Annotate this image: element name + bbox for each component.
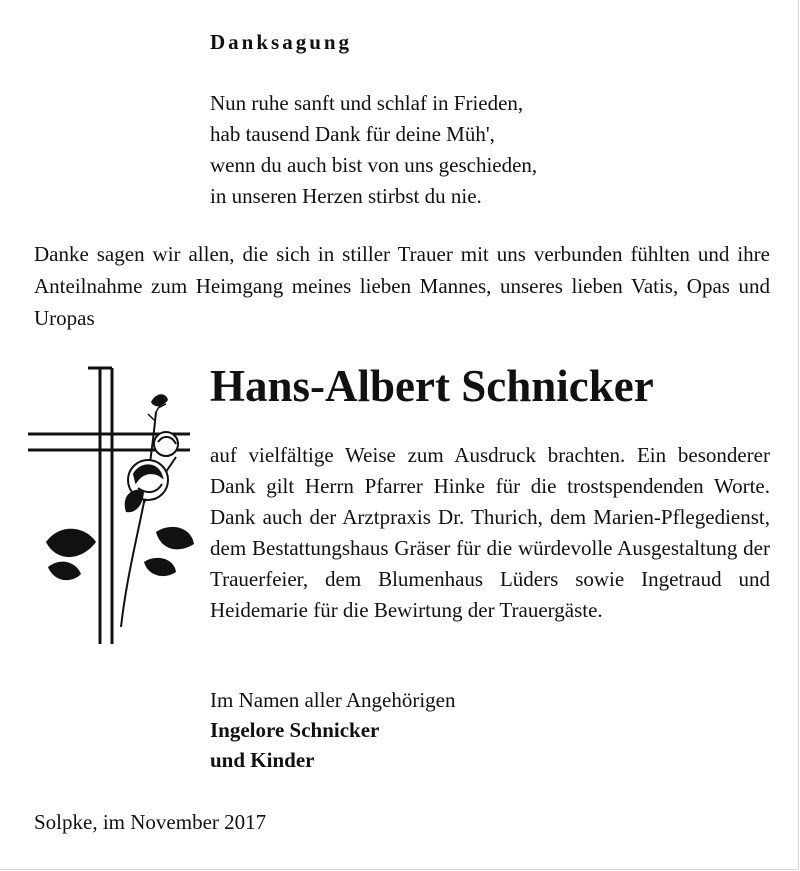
signoff-intro: Im Namen aller Angehörigen	[210, 688, 456, 712]
place-date: Solpke, im November 2017	[34, 810, 267, 834]
intro-paragraph: Danke sagen wir allen, die sich in stiller Trauer mit uns verbunden fühlten und ihre Anteilnahme zum Heimgang meines lieben Mannes, unseres lieben Vatis, Opas und Uropas	[34, 242, 770, 330]
thanks-paragraph: auf vielfältige Weise zum Ausdruck brachten. Ein besonderer Dank gilt Herrn Pfarrer Hinke für die trostspendenden Worte. Dank auch der Arztpraxis Dr. Thurich, dem Marien-Pflegedienst, dem Bestattungshaus Gräser für die würdevolle Ausgestaltung der Trauerfeier, dem Blumenhaus Lüders sowie Ingetraud und Heidemarie für die Bewirtung der Trauergäste.	[210, 443, 770, 622]
notice-heading: Danksagung	[210, 30, 353, 54]
poem-line: Nun ruhe sanft und schlaf in Frieden,	[210, 91, 524, 115]
signer-family: und Kinder	[210, 748, 315, 772]
poem-line: in unseren Herzen stirbst du nie.	[210, 184, 482, 208]
cross-with-roses-icon	[26, 362, 196, 652]
poem	[210, 88, 537, 212]
deceased-name: Hans-Albert Schnicker	[210, 361, 654, 411]
poem-line: hab tausend Dank für deine Müh',	[210, 122, 495, 146]
signer-name: Ingelore Schnicker	[210, 718, 380, 742]
poem-line: wenn du auch bist von uns geschieden,	[210, 153, 538, 177]
